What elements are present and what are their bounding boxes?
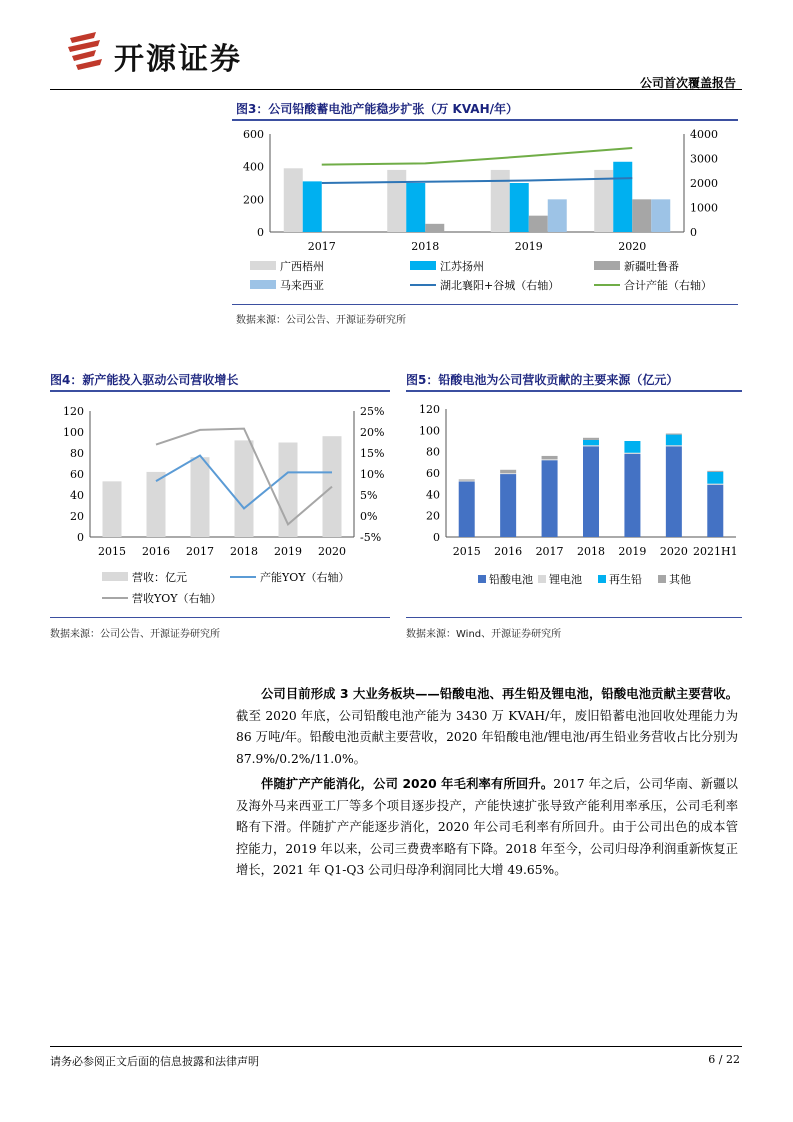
y-left-tick-label: 0 xyxy=(433,531,440,544)
y-right-tick-label: 2000 xyxy=(690,177,718,190)
bar-其他 xyxy=(666,434,682,435)
legend-label: 广西梧州 xyxy=(280,260,324,273)
bar-再生铅 xyxy=(666,435,682,446)
bar-铅酸电池 xyxy=(542,460,558,537)
bar-马来西亚 xyxy=(651,199,670,232)
legend-label: 湖北襄阳+谷城（右轴） xyxy=(440,279,560,292)
x-tick-label: 2017 xyxy=(535,545,564,558)
line-合计产能（右轴） xyxy=(322,148,633,165)
bar-广西梧州 xyxy=(491,170,510,232)
bar-锂电池 xyxy=(624,453,640,454)
legend-swatch xyxy=(478,575,486,583)
bar-revenue xyxy=(147,472,166,537)
bar-其他 xyxy=(542,456,558,459)
bar-锂电池 xyxy=(707,484,723,485)
x-tick-label: 2016 xyxy=(494,545,523,558)
y-left-tick-label: 120 xyxy=(63,405,84,418)
x-tick-label: 2021H1 xyxy=(692,545,738,558)
fig4-source: 数据来源：公司公告、开源证券研究所 xyxy=(50,629,220,640)
bar-锂电池 xyxy=(583,445,599,446)
bar-锂电池 xyxy=(542,459,558,460)
fig5-title: 图5：铅酸电池为公司营收贡献的主要来源（亿元） xyxy=(406,373,679,387)
x-tick-label: 2015 xyxy=(452,545,481,558)
y-right-tick-label: 0% xyxy=(360,510,378,523)
x-tick-label: 2018 xyxy=(577,545,605,558)
y-right-tick-label: 4000 xyxy=(690,128,718,141)
x-tick-label: 2017 xyxy=(186,545,214,558)
fig3-title: 图3：公司铅酸蓄电池产能稳步扩张（万 KVAH/年） xyxy=(236,102,519,116)
y-left-tick-label: 60 xyxy=(70,468,84,481)
y-left-tick-label: 20 xyxy=(70,510,84,523)
p1-text: 截至 2020 年底，公司铅酸电池产能为 3430 万 KVAH/年，废旧铅蓄电池回收处理能力为 86 万吨/年。铅酸电池贡献主要营收，2020 年铅酸电池/锂电池/再生铅业务营收占比分别为 87.9%/0.2%/11.0%。 xyxy=(236,708,738,766)
y-left-tick-label: 120 xyxy=(419,403,440,416)
footer-disclaimer: 请务必参阅正文后面的信息披露和法律声明 xyxy=(50,1055,259,1068)
bar-江苏扬州 xyxy=(510,183,529,232)
x-tick-label: 2020 xyxy=(618,240,647,253)
y-left-tick-label: 0 xyxy=(77,531,84,544)
y-left-tick-label: 40 xyxy=(70,489,84,502)
logo-text: 开源证券 xyxy=(114,42,242,77)
bar-铅酸电池 xyxy=(459,482,475,537)
bar-revenue xyxy=(103,481,122,537)
bar-revenue xyxy=(191,457,210,537)
header-rule xyxy=(50,89,742,90)
fig4-chart xyxy=(50,393,390,615)
y-right-tick-label: 1000 xyxy=(690,201,718,215)
fig5-source: 数据来源：Wind、开源证券研究所 xyxy=(406,629,562,640)
legend-swatch xyxy=(538,575,546,583)
legend-label: 其他 xyxy=(669,573,691,586)
y-right-tick-label: 0 xyxy=(690,226,697,239)
y-right-tick-label: 5% xyxy=(360,489,378,502)
bar-马来西亚 xyxy=(548,199,567,232)
y-left-tick-label: 20 xyxy=(426,509,440,523)
x-tick-label: 2019 xyxy=(618,545,647,558)
legend-label: 马来西亚 xyxy=(280,279,324,292)
bar-revenue xyxy=(235,440,254,537)
fig3-title-rule xyxy=(232,119,738,121)
body-paragraph-2 xyxy=(236,774,738,882)
legend-label: 营收YOY（右轴） xyxy=(132,592,222,605)
y-left-tick-label: 400 xyxy=(243,160,264,174)
legend-label: 新疆吐鲁番 xyxy=(624,260,679,273)
bar-铅酸电池 xyxy=(583,446,599,537)
body-paragraph-1 xyxy=(236,684,738,770)
legend-label: 再生铅 xyxy=(609,573,642,586)
legend-swatch xyxy=(658,575,666,583)
fig4-title: 图4：新产能投入驱动公司营收增长 xyxy=(50,373,239,387)
footer-rule xyxy=(50,1046,742,1047)
bar-铅酸电池 xyxy=(500,474,516,537)
bar-其他 xyxy=(500,470,516,473)
bar-广西梧州 xyxy=(387,170,406,232)
bar-锂电池 xyxy=(666,445,682,446)
bar-江苏扬州 xyxy=(613,162,632,232)
y-right-tick-label: -5% xyxy=(360,531,382,544)
bar-新疆吐鲁番 xyxy=(529,216,548,232)
y-right-tick-label: 15% xyxy=(360,447,385,460)
y-right-tick-label: 25% xyxy=(360,405,385,418)
fig5-bottom-rule xyxy=(406,617,742,618)
legend-swatch xyxy=(410,261,436,270)
fig4-title-rule xyxy=(50,390,390,392)
bar-江苏扬州 xyxy=(406,183,425,232)
y-left-tick-label: 60 xyxy=(426,467,440,480)
bar-锂电池 xyxy=(459,480,475,481)
legend-label: 铅酸电池 xyxy=(489,573,533,586)
bar-其他 xyxy=(707,471,723,472)
legend-label: 产能YOY（右轴） xyxy=(260,571,350,584)
line-湖北襄阳+谷城（右轴） xyxy=(322,178,633,183)
x-tick-label: 2020 xyxy=(659,545,688,558)
x-tick-label: 2020 xyxy=(318,545,346,558)
bar-其他 xyxy=(583,438,599,440)
y-left-tick-label: 100 xyxy=(419,424,440,438)
y-right-tick-label: 20% xyxy=(360,426,385,439)
p2-lead: 伴随扩产产能消化，公司 2020 年毛利率有所回升。 xyxy=(261,777,554,791)
bar-新疆吐鲁番 xyxy=(632,199,651,232)
x-tick-label: 2017 xyxy=(307,240,336,253)
bar-再生铅 xyxy=(624,441,640,453)
legend-swatch xyxy=(250,280,276,289)
legend-label: 锂电池 xyxy=(549,573,582,586)
bar-再生铅 xyxy=(583,440,599,445)
legend-swatch xyxy=(594,261,620,270)
bar-铅酸电池 xyxy=(666,446,682,537)
y-left-tick-label: 100 xyxy=(63,426,84,439)
legend-label: 江苏扬州 xyxy=(440,260,484,273)
x-tick-label: 2015 xyxy=(98,545,126,558)
x-tick-label: 2018 xyxy=(411,240,440,253)
p1-lead: 公司目前形成 3 大业务板块——铅酸电池、再生铅及锂电池，铅酸电池贡献主要营收。 xyxy=(261,687,738,701)
y-left-tick-label: 80 xyxy=(70,447,84,460)
legend-swatch xyxy=(598,575,606,583)
y-left-tick-label: 0 xyxy=(257,226,264,239)
fig3-bottom-rule xyxy=(232,304,738,305)
bar-其他 xyxy=(459,479,475,480)
p2-text: 2017 年之后，公司华南、新疆以及海外马来西亚工厂等多个项目逐步投产，产能快速扩张导致产能利用率承压，公司毛利率略有下滑。伴随扩产产能逐步消化，2020 年公司毛利率有所回升。由于公司出色的成本管控能力，2019 年以来，公司三费费率略有下降。2018 年至今，公司归母净利润重新恢复正增长，2021 年 Q1-Q3 公司归母净利润同比大增 49.65%。 xyxy=(236,777,738,878)
legend-label: 合计产能（右轴） xyxy=(624,279,712,292)
legend-swatch xyxy=(250,261,276,270)
report-type-label: 公司首次覆盖报告 xyxy=(639,76,736,90)
fig5-title-rule xyxy=(406,390,742,392)
legend-label: 营收：亿元 xyxy=(132,571,187,584)
fig3-chart xyxy=(232,122,738,302)
y-left-tick-label: 40 xyxy=(426,488,440,502)
fig3-source: 数据来源：公司公告、开源证券研究所 xyxy=(236,315,406,326)
x-tick-label: 2018 xyxy=(230,545,258,558)
x-tick-label: 2019 xyxy=(514,240,543,253)
y-left-tick-label: 600 xyxy=(243,128,264,141)
fig5-chart xyxy=(406,393,742,615)
x-tick-label: 2019 xyxy=(274,545,302,558)
y-right-tick-label: 3000 xyxy=(690,152,718,166)
page-number: 6 / 22 xyxy=(708,1053,740,1066)
bar-铅酸电池 xyxy=(707,485,723,537)
bar-新疆吐鲁番 xyxy=(425,224,444,232)
bar-铅酸电池 xyxy=(624,454,640,537)
x-tick-label: 2016 xyxy=(142,545,170,558)
bar-广西梧州 xyxy=(284,168,303,232)
bar-江苏扬州 xyxy=(303,181,322,232)
fig4-bottom-rule xyxy=(50,617,390,618)
y-left-tick-label: 200 xyxy=(243,193,264,207)
bar-再生铅 xyxy=(707,472,723,484)
legend-swatch xyxy=(102,572,128,581)
y-right-tick-label: 10% xyxy=(360,468,385,481)
bar-锂电池 xyxy=(500,473,516,474)
y-left-tick-label: 80 xyxy=(426,445,440,459)
